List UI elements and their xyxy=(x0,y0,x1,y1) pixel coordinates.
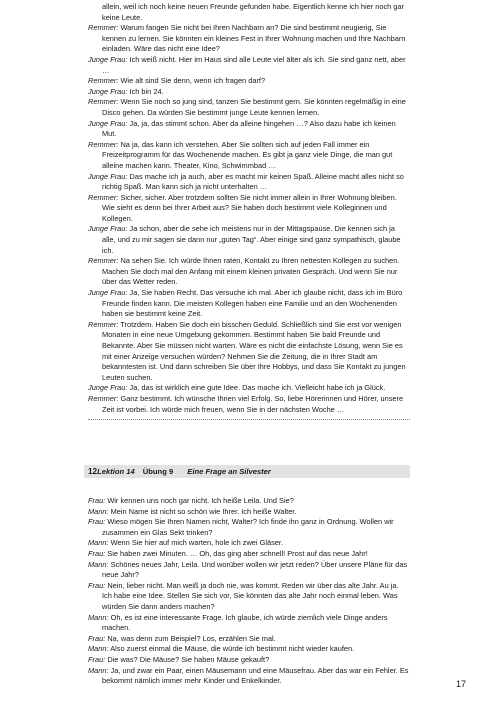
line-text: Ich bin 24. xyxy=(129,86,164,96)
speaker-label: Frau: xyxy=(88,496,106,505)
dialog-line xyxy=(88,23,410,55)
dialog-line xyxy=(88,87,410,98)
speaker-label: Junge Frau: xyxy=(88,171,128,181)
speaker-label: Mann: xyxy=(88,559,109,569)
line-text: Schönes neues Jahr, Leila. Und worüber wollen wir jetzt reden? Über unsere Pläne für das neue Jahr? xyxy=(102,559,408,580)
dialog-line xyxy=(88,2,410,23)
line-text: Ja, und zwar ein Paar, einen Mäusemann und eine Mäusefrau. Aber das war ein Fehler. Es bekommt nämlich immer mehr Kinder und Enkelkinder. xyxy=(102,665,409,686)
speaker-label: Remmer: xyxy=(88,97,119,107)
line-text: Die was? Die Mäuse? Sie haben Mäuse gekauft? xyxy=(107,654,270,664)
speaker-label: Frau: xyxy=(88,580,106,590)
dialog-line xyxy=(88,193,410,225)
dotted-divider xyxy=(88,419,410,420)
speaker-label: Junge Frau: xyxy=(88,54,128,64)
speaker-label: Junge Frau: xyxy=(88,288,128,298)
line-text: Sicher, sicher. Aber trotzdem sollten Sie nicht immer allein in Ihrer Wohnung bleiben. Wie sieht es denn bei Ihrer Arbeit aus? Sie haben doch bestimmt viele Kolleginnen und Kollegen. xyxy=(102,192,397,223)
speaker-label: Frau: xyxy=(88,654,106,664)
dialog-line xyxy=(88,655,410,666)
speaker-label: Junge Frau: xyxy=(88,383,128,393)
line-text: Ganz bestimmt. Ich wünsche Ihnen viel Erfolg. So, liebe Hörerinnen und Hörer, unsere Zeit ist vorbei. Ich würde mich freuen, wenn Sie in der nächsten Woche … xyxy=(102,393,404,414)
speaker-label: Mann: xyxy=(88,612,109,622)
speaker-label: Remmer: xyxy=(88,256,119,266)
speaker-label: Remmer: xyxy=(88,393,119,403)
line-text: Ja, Sie haben Recht. Das versuche ich mal. Aber ich glaube nicht, dass ich im Büro Freunde finden kann. Die meisten Kollegen haben eine Familie und an den Wochenenden haben sie bestimmt keine Zeit. xyxy=(102,288,403,319)
line-text: Na ja, das kann ich verstehen. Aber Sie sollten sich auf jeden Fall immer ein Freizeitprogramm für das Wochenende machen. Es gibt ja ganz viele Dinge, die man gut alleine machen kann. Theater, Kino, Schwimmbad … xyxy=(102,139,393,170)
dialog-line xyxy=(88,256,410,288)
dialog-line xyxy=(88,119,410,140)
speaker-label: Mann: xyxy=(88,538,109,548)
line-text: Na, was denn zum Beispiel? Los, erzählen Sie mal. xyxy=(107,633,276,643)
dialog-section-2 xyxy=(88,496,410,687)
line-text: Ja, das ist wirklich eine gute Idee. Das mache ich. Vielleicht habe ich ja Glück. xyxy=(129,383,386,393)
dialog-line xyxy=(88,140,410,172)
line-text: Also zuerst einmal die Mäuse, die würde ich bestimmt nicht wieder kaufen. xyxy=(110,644,355,654)
line-text: Wie alt sind Sie denn, wenn ich fragen darf? xyxy=(120,76,266,86)
line-text: Mein Name ist nicht so schön wie Ihrer. Ich heiße Walter. xyxy=(110,506,297,516)
dialog-line xyxy=(88,496,410,507)
dialog-line xyxy=(88,55,410,76)
dialog-line xyxy=(88,76,410,87)
line-text: Wir kennen uns noch gar nicht. Ich heiße Leila. Und Sie? xyxy=(107,496,294,505)
line-text: Ja schon, aber die sehe ich meistens nur in der Mittagspause. Die kennen sich ja alle, und zu mir sagen sie dann nur „guten Tag“. Aber einige sind ganz sympathisch, glaube ich. xyxy=(102,224,401,255)
dialog-line xyxy=(88,224,410,256)
dialog-line xyxy=(88,517,410,538)
dialog-line xyxy=(88,613,410,634)
speaker-label: Remmer: xyxy=(88,23,119,33)
speaker-label: Remmer: xyxy=(88,76,119,86)
speaker-label: Mann: xyxy=(88,665,109,675)
line-text: Ich weiß nicht. Hier im Haus sind alle Leute viel älter als ich. Sie sind ganz nett, aber … xyxy=(102,54,406,75)
speaker-label: Junge Frau: xyxy=(88,118,128,128)
speaker-label: Frau: xyxy=(88,633,106,643)
dialog-line xyxy=(88,644,410,655)
speaker-label: Frau: xyxy=(88,517,106,527)
speaker-label: Remmer: xyxy=(88,192,119,202)
line-text: Nein, lieber nicht. Man weiß ja doch nie, was kommt. Reden wir über das alte Jahr. Au ja. Ich habe eine Idee. Stellen Sie sich vor, Sie könnten das alte Jahr noch einmal leben. Was würden Sie dann anders machen? xyxy=(102,580,399,611)
dialog-line xyxy=(88,394,410,415)
lesson-header-bar xyxy=(84,465,410,478)
line-text: Ja, ja, das stimmt schon. Aber da alleine hingehen …? Also dazu habe ich keinen Mut. xyxy=(102,118,396,139)
track-number: 12 xyxy=(88,467,98,476)
line-text: Oh, es ist eine interessante Frage. Ich glaube, ich würde ziemlich viele Dinge anders machen. xyxy=(102,612,388,633)
lesson-label: Lektion 14 xyxy=(97,467,135,476)
dialog-section-1 xyxy=(88,2,410,420)
line-text: Sie haben zwei Minuten. … Oh, das ging aber schnell! Prost auf das neue Jahr! xyxy=(107,548,368,558)
speaker-label: Junge Frau: xyxy=(88,86,128,96)
line-text: Wenn Sie noch so jung sind, tanzen Sie bestimmt gern. Sie könnten regelmäßig in eine Disco gehen. Da würden Sie bestimmt junge Leute kennen lernen. xyxy=(102,97,406,117)
dialog-line xyxy=(88,581,410,613)
line-text: Das mache ich ja auch, aber es macht mir keinen Spaß. Alleine macht alles nicht so richtig Spaß. Man kann sich ja nicht unterhalten … xyxy=(102,171,404,192)
speaker-label: Mann: xyxy=(88,644,109,654)
speaker-label: Mann: xyxy=(88,506,109,516)
line-text: Na sehen Sie. Ich würde Ihnen raten, Kontakt zu Ihren nettesten Kollegen zu suchen. Machen Sie doch mal den Anfang mit einem kleinen privaten Gespräch. Und wenn Sie nur über das Wetter reden. xyxy=(102,256,400,287)
dialog-line xyxy=(88,666,410,687)
line-text: Warum fangen Sie nicht bei Ihren Nachbarn an? Die sind bestimmt neugierig, Sie kennen zu lernen. Sie könnten ein kleines Fest in Ihrer Wohnung machen und Ihre Nachbarn einladen. Wäre das nicht eine Idee? xyxy=(102,23,406,54)
dialog-line xyxy=(88,320,410,384)
dialog-line xyxy=(88,507,410,518)
speaker-label: Junge Frau: xyxy=(88,224,128,234)
exercise-label: Übung 9 xyxy=(142,467,174,476)
line-text: Wenn Sie hier auf mich warten, hole ich zwei Gläser. xyxy=(110,538,284,548)
dialog-line xyxy=(88,172,410,193)
page-number: 17 xyxy=(455,679,466,689)
dialog-line xyxy=(88,549,410,560)
dialog-line xyxy=(88,383,410,394)
dialog-line xyxy=(88,538,410,549)
speaker-label: Remmer: xyxy=(88,319,119,329)
line-text: Trotzdem. Haben Sie doch ein bisschen Geduld. Schließlich sind Sie erst vor wenigen Monaten in eine neue Umgebung gekommen. Bestimmt haben Sie bald Freunde und Bekannte. Aber Sie müssen nicht warten. Wäre es nicht die einfachste Lösung, wenn Sie es mit einer Anzeige versuchen würden? Nehmen Sie die Zeitung, die in Ihrer Stadt am bekanntesten ist. Und dann schreiben Sie über Ihre Hobbys, und dass Sie Kontakt zu jungen Leuten suchen. xyxy=(102,319,406,382)
speaker-label: Frau: xyxy=(88,548,106,558)
exercise-title: Eine Frage an Silvester xyxy=(187,467,271,476)
speaker-label: Remmer: xyxy=(88,139,119,149)
line-text: allein, weil ich noch keine neuen Freunde gefunden habe. Eigentlich kenne ich hier noch gar keine Leute. xyxy=(102,2,404,22)
dialog-line xyxy=(88,97,410,118)
dialog-line xyxy=(88,288,410,320)
dialog-line xyxy=(88,560,410,581)
dialog-line xyxy=(88,634,410,645)
line-text: Wieso mögen Sie Ihren Namen nicht, Walter? Ich finde ihn ganz in Ordnung. Wollen wir zusammen ein Glas Sekt trinken? xyxy=(102,517,394,537)
